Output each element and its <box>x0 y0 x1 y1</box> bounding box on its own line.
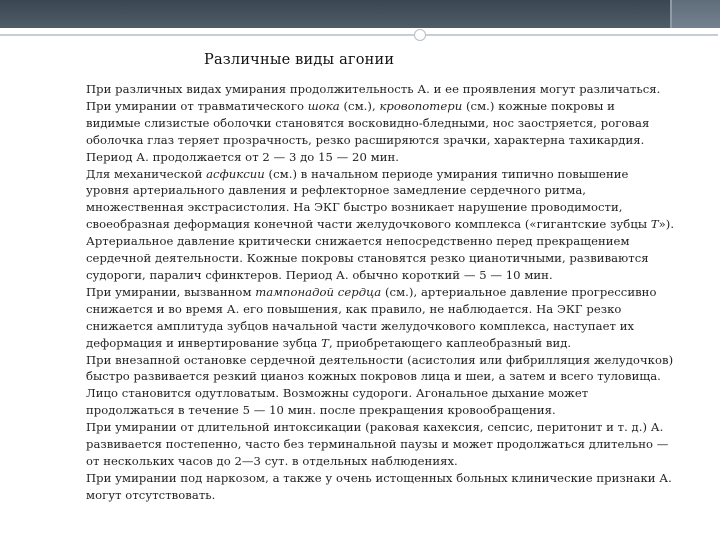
text-line <box>86 250 698 267</box>
italic-term: Т <box>650 217 659 232</box>
text-line <box>86 335 698 352</box>
header-band <box>0 0 720 28</box>
text-run: (см.) кожные покровы и <box>462 98 615 113</box>
text-line <box>86 318 698 335</box>
header-accent-block <box>672 0 720 28</box>
text-run: продолжаться в течение 5 — 10 мин. после прекращения кровообращения. <box>86 403 556 418</box>
text-run: Для механической <box>86 166 207 181</box>
text-line <box>86 453 698 470</box>
text-line <box>86 487 698 504</box>
text-run: деформация и инвертирование зубца <box>86 335 322 350</box>
text-run: Артериальное давление критически снижается непосредственно перед прекращением <box>86 234 630 249</box>
italic-term: кровопотери <box>379 98 463 113</box>
text-run: судороги, паралич сфинктеров. Период А. обычно короткий — 5 — 10 мин. <box>86 267 553 282</box>
text-line <box>86 216 698 233</box>
text-run: При умирании, вызванном <box>86 284 256 299</box>
text-run: »). <box>658 217 675 232</box>
italic-term: асфиксии <box>206 166 265 181</box>
title-divider-line <box>0 34 718 36</box>
text-run: При умирании под наркозом, а также у очень истощенных больных клинические признаки А. <box>86 470 672 485</box>
italic-term: тампонадой сердца <box>255 284 382 299</box>
text-run: Лицо становится одутловатым. Возможны судороги. Агональное дыхание может <box>86 386 589 401</box>
text-run: При умирании от длительной интоксикации (раковая кахексия, сепсис, перитонит и т. д.) А. <box>86 420 664 435</box>
text-run: снижается амплитуда зубцов начальной части желудочкового комплекса, наступает их <box>86 318 635 333</box>
text-line <box>86 267 698 284</box>
text-line <box>86 98 698 115</box>
text-run: видимые слизистые оболочки становятся восковидно-бледными, нос заостряется, роговая <box>86 115 650 130</box>
text-run: развивается постепенно, часто без терминальной паузы и может продолжаться длительно — <box>86 437 669 452</box>
text-line <box>86 470 698 487</box>
text-run: снижается и во время А. его повышения, как правило, не наблюдается. На ЭКГ резко <box>86 301 622 316</box>
text-line <box>86 199 698 216</box>
text-run: , приобретающего каплеобразный вид. <box>328 335 572 350</box>
text-line <box>86 368 698 385</box>
text-line <box>86 81 698 98</box>
text-run: Период А. продолжается от 2 — 3 до 15 — 20 мин. <box>86 149 399 164</box>
text-line <box>86 385 698 402</box>
slide-title: Различные виды агонии <box>204 52 395 68</box>
text-line <box>86 419 698 436</box>
text-run: быстро развивается резкий цианоз кожных покровов лица и шеи, а затем и всего туловища. <box>86 369 661 384</box>
text-line <box>86 233 698 250</box>
text-line <box>86 115 698 132</box>
text-line <box>86 436 698 453</box>
text-line <box>86 166 698 183</box>
italic-term: шока <box>307 98 340 113</box>
text-run: оболочка глаз теряет прозрачность, резко расширяются зрачки, характерна тахикардия. <box>86 132 645 147</box>
text-run: могут отсутствовать. <box>86 487 216 502</box>
italic-term: Т <box>321 335 329 350</box>
text-run: уровня артериального давления и рефлекторное замедление сердечного ритма, <box>86 183 587 198</box>
text-run: При различных видах умирания продолжительность А. и ее проявления могут различаться. <box>86 82 661 96</box>
text-run: (см.), артериальное давление прогрессивно <box>381 284 657 299</box>
text-run: своеобразная деформация конечной части желудочкового комплекса («гигантские зубцы <box>86 217 651 232</box>
text-line <box>86 352 698 369</box>
text-line <box>86 149 698 166</box>
text-run: При умирании от травматического <box>86 98 308 113</box>
text-run: (см.) в начальном периоде умирания типично повышение <box>264 166 629 181</box>
divider-dot-ornament <box>414 29 426 41</box>
slide-body-text <box>86 81 698 504</box>
text-line <box>86 402 698 419</box>
text-run: от нескольких часов до 2—3 сут. в отдельных наблюдениях. <box>86 453 458 468</box>
text-run: (см.), <box>339 98 380 113</box>
text-line <box>86 132 698 149</box>
text-run: При внезапной остановке сердечной деятельности (асистолия или фибрилляция желудочков) <box>86 352 674 367</box>
text-run: сердечной деятельности. Кожные покровы становятся резко цианотичными, развиваются <box>86 251 649 266</box>
text-line <box>86 301 698 318</box>
text-run: множественная экстрасистолия. На ЭКГ быстро возникает нарушение проводимости, <box>86 200 623 215</box>
text-line <box>86 182 698 199</box>
text-line <box>86 284 698 301</box>
